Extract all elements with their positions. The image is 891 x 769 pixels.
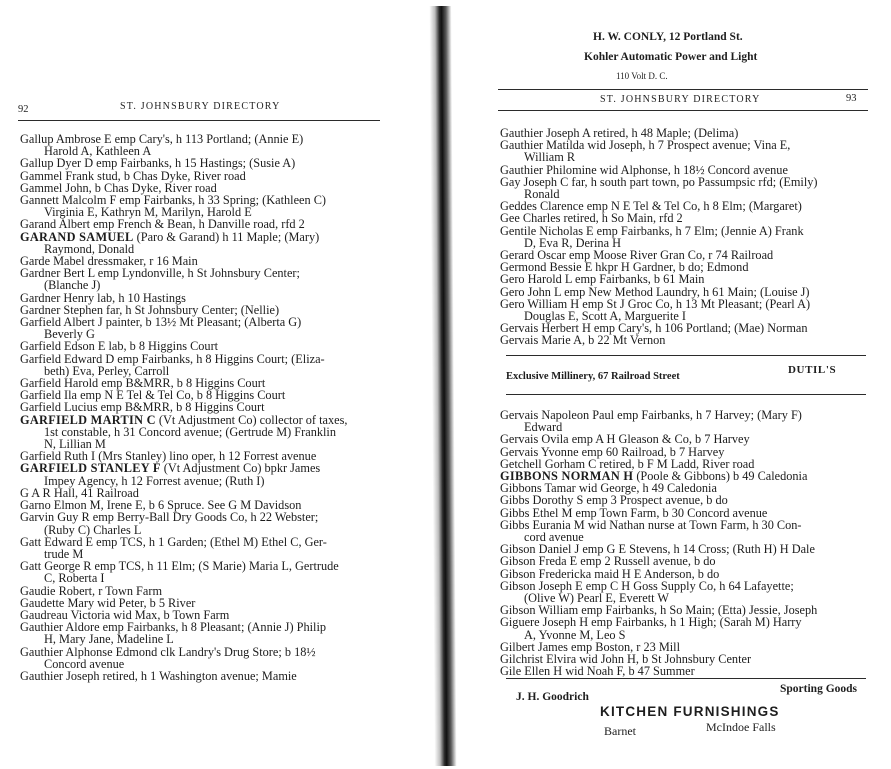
entry-text: Garfield Edward D emp Fairbanks, h 8 Higgins Court; (Eliza- [20,351,325,366]
directory-entry [20,353,347,377]
entry-continuation: (Olive W) Pearl E, Everett W [524,591,670,606]
entry-text: (Poole & Gibbons) b 49 Caledonia [633,469,808,484]
entry-text: Garfield Harold emp B&MRR, b 8 Higgins Court [20,376,266,391]
entry-text: Gibbs Dorothy S emp 3 Prospect avenue, b do [500,493,728,508]
entry-business-name: GARFIELD STANLEY F [20,461,161,476]
entry-text: Gauthier Joseph A retired, h 48 Maple; (Delima) [500,126,739,140]
ad-millinery-brand: DUTIL'S [788,364,837,376]
entry-continuation: A, Yvonne M, Leo S [524,627,626,642]
page-number: 92 [18,104,29,115]
entry-text: Gilchrist Elvira wid John H, b St Johnsbury Center [500,652,752,667]
entry-continuation: (Ruby C) Charles L [44,522,142,537]
entry-continuation: (Blanche J) [44,278,101,293]
entry-business-name: GIBBONS NORMAN H [500,469,634,484]
entry-text: Garde Mabel dressmaker, r 16 Main [20,254,198,269]
ad-conly-name: H. W. CONLY, 12 Portland St. [593,31,743,43]
entry-continuation: D, Eva R, Derina H [524,235,621,250]
entry-text: Gammel John, b Chas Dyke, River road [20,180,217,195]
entry-text: Gallup Ambrose E emp Cary's, h 113 Portland; (Annie E) [20,132,304,146]
entry-text: Gilbert James emp Boston, r 23 Mill [500,639,680,654]
entry-text: Garfield Ila emp N E Tel & Tel Co, b 8 Higgins Court [20,388,286,403]
entry-text: Gauthier Joseph retired, h 1 Washington avenue; Mamie [20,668,297,683]
ad-millinery-text: Exclusive Millinery, 67 Railroad Street [506,371,680,382]
header-rule [18,120,380,121]
entry-continuation: Impey Agency, h 12 Forrest avenue; (Ruth I) [44,473,265,488]
directory-entries-upper [500,127,817,347]
entry-continuation: trude M [44,546,84,561]
entry-continuation: cord avenue [524,530,584,545]
directory-entry [500,580,817,604]
entry-business-name: GARFIELD MARTIN C [20,412,156,427]
entry-text: Gay Joseph C far, h south part town, po Passumpsic rfd; (Emily) [500,174,818,189]
ad-rule-bottom [506,678,866,679]
entry-continuation: Beverly G [44,327,95,342]
entry-text: Garfield Edson E lab, b 8 Higgins Court [20,339,219,354]
entry-text: Gibson Freda E emp 2 Russell avenue, b do [500,554,716,569]
directory-entry [20,267,347,291]
entry-continuation: 1st constable, h 31 Concord avenue; (Gertrude M) Franklin [44,424,336,439]
directory-entry [20,414,347,451]
entry-text: Getchell Gorham C retired, b F M Ladd, River road [500,456,755,471]
entry-text: Gibson William emp Fairbanks, h So Main; (Etta) Jessie, Joseph [500,603,818,618]
entry-text: Giguere Joseph H emp Fairbanks, h 1 High; (Sarah M) Harry [500,615,802,630]
directory-entry [500,665,817,677]
entry-continuation: Douglas E, Scott A, Marguerite I [524,309,686,324]
entry-continuation: C, Roberta I [44,571,105,586]
directory-entries [20,133,347,682]
directory-entry [500,298,817,322]
directory-entry [20,621,347,645]
entry-text: Gero Harold L emp Fairbanks, b 61 Main [500,272,705,287]
entry-continuation: H, Mary Jane, Madeline L [44,632,174,647]
directory-entry [500,139,817,163]
directory-entry [20,536,347,560]
entry-text: Gerard Oscar emp Moose River Gran Co, r 74 Railroad [500,248,774,263]
entry-text: Garfield Lucius emp B&MRR, b 8 Higgins Court [20,400,265,415]
entry-text: Gaudie Robert, r Town Farm [20,583,163,598]
entry-text: Gibson Daniel J emp G E Stevens, h 14 Cross; (Ruth H) H Dale [500,542,815,557]
entry-text: Gatt Edward E emp TCS, h 1 Garden; (Ethel M) Ethel C, Ger- [20,534,327,549]
entry-text: Gammel Frank stud, b Chas Dyke, River road [20,168,246,183]
header-rule [498,110,868,111]
entry-text: Gee Charles retired, h So Main, rfd 2 [500,211,683,226]
directory-entry [20,646,347,670]
entry-text: Germond Bessie E hkpr H Gardner, b do; Edmond [500,260,749,275]
entry-text: Garvin Guy R emp Berry-Ball Dry Goods Co, h 22 Webster; [20,510,319,525]
directory-entry [500,176,817,200]
ad-rule-mid-top [506,355,866,356]
entry-text: Gardner Bert L emp Lyndonville, h St Johnsbury Center; [20,266,300,281]
ad-goodrich-sporting: Sporting Goods [780,683,858,695]
ad-rule-mid-bottom [506,394,866,395]
directory-entry [20,194,347,218]
running-head: ST. JOHNSBURY DIRECTORY [120,101,281,112]
page-number: 93 [846,93,857,104]
entry-text: (Paro & Garand) h 11 Maple; (Mary) [133,229,320,244]
entry-continuation: Edward [524,420,563,435]
entry-text: Gero John L emp New Method Laundry, h 61 Main; (Louise J) [500,284,810,299]
entry-continuation: William R [524,150,576,165]
right-page [458,0,891,769]
entry-text: Gervais Marie A, b 22 Mt Vernon [500,333,666,348]
ad-goodrich-mcindoe: McIndoe Falls [706,720,776,734]
directory-entry [500,519,817,543]
directory-entry [20,670,347,682]
ad-rule-top [498,89,868,90]
directory-entry [20,560,347,584]
entry-text: Gaudreau Victoria wid Max, b Town Farm [20,607,230,622]
entry-text: Gervais Napoleon Paul emp Fairbanks, h 7 Harvey; (Mary F) [500,408,802,422]
entry-text: Gentile Nicholas E emp Fairbanks, h 7 Elm; (Jennie A) Frank [500,223,804,238]
entry-continuation: Raymond, Donald [44,241,135,256]
directory-entry [20,316,347,340]
directory-entry [500,616,817,640]
directory-entry [20,511,347,535]
left-page [0,0,430,769]
entry-continuation: N, Lillian M [44,437,106,452]
entry-text: Geddes Clarence emp N E Tel & Tel Co, h 8 Elm; (Margaret) [500,199,802,214]
entry-text: (Vt Adjustment Co) bpkr James [160,461,321,476]
entry-text: (Vt Adjustment Co) collector of taxes, [155,412,348,427]
entry-text: G A R Hall, 41 Railroad [20,485,139,500]
entry-text: Gatt George R emp TCS, h 11 Elm; (S Marie) Maria L, Gertrude [20,559,339,574]
entry-text: Gauthier Philomine wid Alphonse, h 18½ Concord avenue [500,162,788,177]
entry-text: Gauthier Matilda wid Joseph, h 7 Prospect avenue; Vina E, [500,138,791,153]
entry-text: Gannett Malcolm F emp Fairbanks, h 33 Spring; (Kathleen C) [20,193,327,208]
entry-text: Gauthier Alphonse Edmond clk Landry's Drug Store; b 18½ [20,644,316,659]
directory-entry [20,231,347,255]
entry-text: Gero William H emp St J Groc Co, h 13 Mt Pleasant; (Pearl A) [500,296,811,311]
ad-conly-voltage: 110 Volt D. C. [616,71,668,81]
entry-text: Gallup Dyer D emp Fairbanks, h 15 Hastings; (Susie A) [20,156,296,171]
entry-continuation: Concord avenue [44,656,125,671]
entry-continuation: beth) Eva, Perley, Carroll [44,363,170,378]
entry-text: Gibbs Eurania M wid Nathan nurse at Town Farm, h 30 Con- [500,517,802,532]
entry-text: Gibbs Ethel M emp Town Farm, b 30 Concord avenue [500,505,768,520]
entry-text: Gile Ellen H wid Noah F, b 47 Summer [500,664,695,679]
book-gutter [429,6,456,766]
entry-continuation: Virginia E, Kathryn M, Marilyn, Harold E [44,205,252,220]
entry-continuation: Ronald [524,187,560,202]
entry-text: Gibson Joseph E emp C H Goss Supply Co, h 64 Lafayette; [500,578,794,593]
directory-entry [500,225,817,249]
ad-goodrich-kitchen: KITCHEN FURNISHINGS [600,704,780,719]
entry-text: Garfield Albert J painter, b 13½ Mt Pleasant; (Alberta G) [20,315,302,330]
entry-text: Gardner Stephen far, h St Johnsbury Center; (Nellie) [20,302,280,317]
directory-entry [20,133,347,157]
ad-goodrich-barnet: Barnet [604,724,636,738]
entry-text: Garno Elmon M, Irene E, b 6 Spruce. See G M Davidson [20,498,302,513]
directory-entry [500,409,817,433]
entry-business-name: GARAND SAMUEL [20,229,134,244]
entry-text: Gaudette Mary wid Peter, b 5 River [20,595,196,610]
entry-continuation: Harold A, Kathleen A [44,144,152,159]
entry-text: Gervais Ovila emp A H Gleason & Co, b 7 Harvey [500,432,750,447]
entry-text: Gervais Herbert H emp Cary's, h 106 Portland; (Mae) Norman [500,321,808,336]
entry-text: Gibbons Tamar wid George, h 49 Caledonia [500,481,717,496]
directory-entries-lower [500,409,817,677]
entry-text: Gibson Fredericka maid H E Anderson, b do [500,566,720,581]
ad-goodrich-name: J. H. Goodrich [516,691,589,703]
directory-entry [500,334,817,346]
directory-entry [20,462,347,486]
ad-conly-product: Kohler Automatic Power and Light [584,51,758,63]
running-head: ST. JOHNSBURY DIRECTORY [600,94,761,105]
entry-text: Gardner Henry lab, h 10 Hastings [20,290,186,305]
entry-text: Gauthier Aldore emp Fairbanks, h 8 Pleasant; (Annie J) Philip [20,620,327,635]
entry-text: Gervais Yvonne emp 60 Railroad, b 7 Harvey [500,444,725,459]
entry-text: Garand Albert emp French & Bean, h Danville road, rfd 2 [20,217,305,232]
entry-text: Garfield Ruth I (Mrs Stanley) lino oper, h 12 Forrest avenue [20,449,317,464]
